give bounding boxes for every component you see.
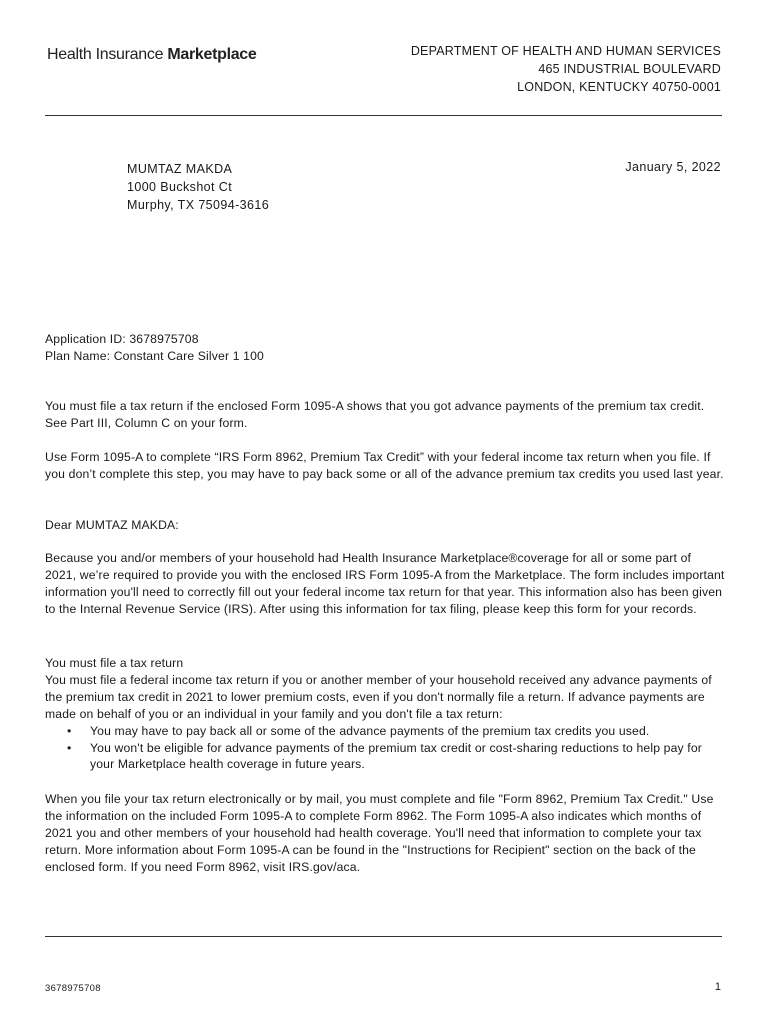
- consequence-list: [45, 723, 725, 774]
- paragraph-text: Because you and/or members of your household had Health Insurance Marketplace®coverage for all or some part of 2021, we’re required to provide you with the enclosed IRS Form 1095-A from the Marketplace. The form includes important information you'll need to correctly fill out your federal income tax return for that year. This information also has been given to the Internal Revenue Service (IRS). After using this information for tax filing, please keep this form for your records.: [45, 551, 725, 616]
- logo-text-light: Health Insurance: [47, 46, 168, 63]
- bullet-icon: •: [67, 740, 72, 755]
- paragraph-text: When you file your tax return electronically or by mail, you must complete and file "Form 8962, Premium Tax Credit." Use the information on the included Form 1095-A to complete Form 8962. The Form 1095-A also indicates which months of 2021 you and other members of your household had health coverage. You'll need that information to complete your tax return. More information about Form 1095-A can be found in the "Instructions for Recipient" section on the back of the enclosed form. If you need Form 8962, visit IRS.gov/aca.: [45, 792, 714, 874]
- section-must-file: [45, 655, 725, 773]
- department-address: [411, 42, 721, 96]
- page-number: 1: [714, 981, 721, 993]
- department-city: LONDON, KENTUCKY 40750-0001: [517, 80, 721, 94]
- logo-text-bold: Marketplace: [167, 46, 257, 63]
- application-info: [45, 331, 725, 365]
- footer-divider: [45, 936, 722, 937]
- list-item: [45, 740, 725, 774]
- recipient-street: 1000 Buckshot Ct: [127, 180, 233, 194]
- section-heading: You must file a tax return: [45, 656, 184, 670]
- paragraph-text: You must file a federal income tax return if you or another member of your household received any advance payments of the premium tax credit in 2021 to lower premium costs, even if you don't normally file a return. If advance payments are made on behalf of you or an individual in your family and you don't file a tax return:: [45, 672, 712, 721]
- department-street: 465 INDUSTRIAL BOULEVARD: [538, 62, 721, 76]
- recipient-name: MUMTAZ MAKDA: [127, 162, 233, 176]
- paragraph-filing-instructions: [45, 791, 725, 876]
- list-item-text: You may have to pay back all or some of the advance payments of the premium tax credits you used.: [90, 723, 650, 738]
- header-divider: [45, 115, 722, 116]
- footer-document-id: 3678975708: [45, 983, 101, 994]
- letter-date: January 5, 2022: [625, 160, 721, 174]
- list-item: [45, 723, 725, 740]
- paragraph-text: You must file a tax return if the enclosed Form 1095-A shows that you got advance payments of the premium tax credit. See Part III, Column C on your form.: [45, 399, 705, 430]
- bullet-icon: •: [67, 723, 72, 738]
- plan-name: Plan Name: Constant Care Silver 1 100: [45, 348, 264, 363]
- department-name: DEPARTMENT OF HEALTH AND HUMAN SERVICES: [410, 44, 721, 58]
- paragraph-file-requirement: [45, 398, 725, 432]
- paragraph-text: Use Form 1095-A to complete “IRS Form 8962, Premium Tax Credit” with your federal income tax return when you file. If you don’t complete this step, you may have to pay back some or all of the advance premium tax credits you used last year.: [45, 450, 724, 481]
- paragraph-form-usage: [45, 449, 725, 483]
- application-id: Application ID: 3678975708: [45, 332, 199, 346]
- recipient-address: [127, 160, 269, 214]
- salutation: [45, 517, 725, 534]
- list-item-text: You won't be eligible for advance payments of the premium tax credit or cost-sharing reductions to help pay for your Marketplace health coverage in future years.: [90, 740, 702, 772]
- salutation-text: Dear MUMTAZ MAKDA:: [45, 518, 179, 532]
- paragraph-coverage: [45, 550, 725, 618]
- recipient-city: Murphy, TX 75094-3616: [127, 198, 270, 212]
- marketplace-logo: [47, 46, 257, 64]
